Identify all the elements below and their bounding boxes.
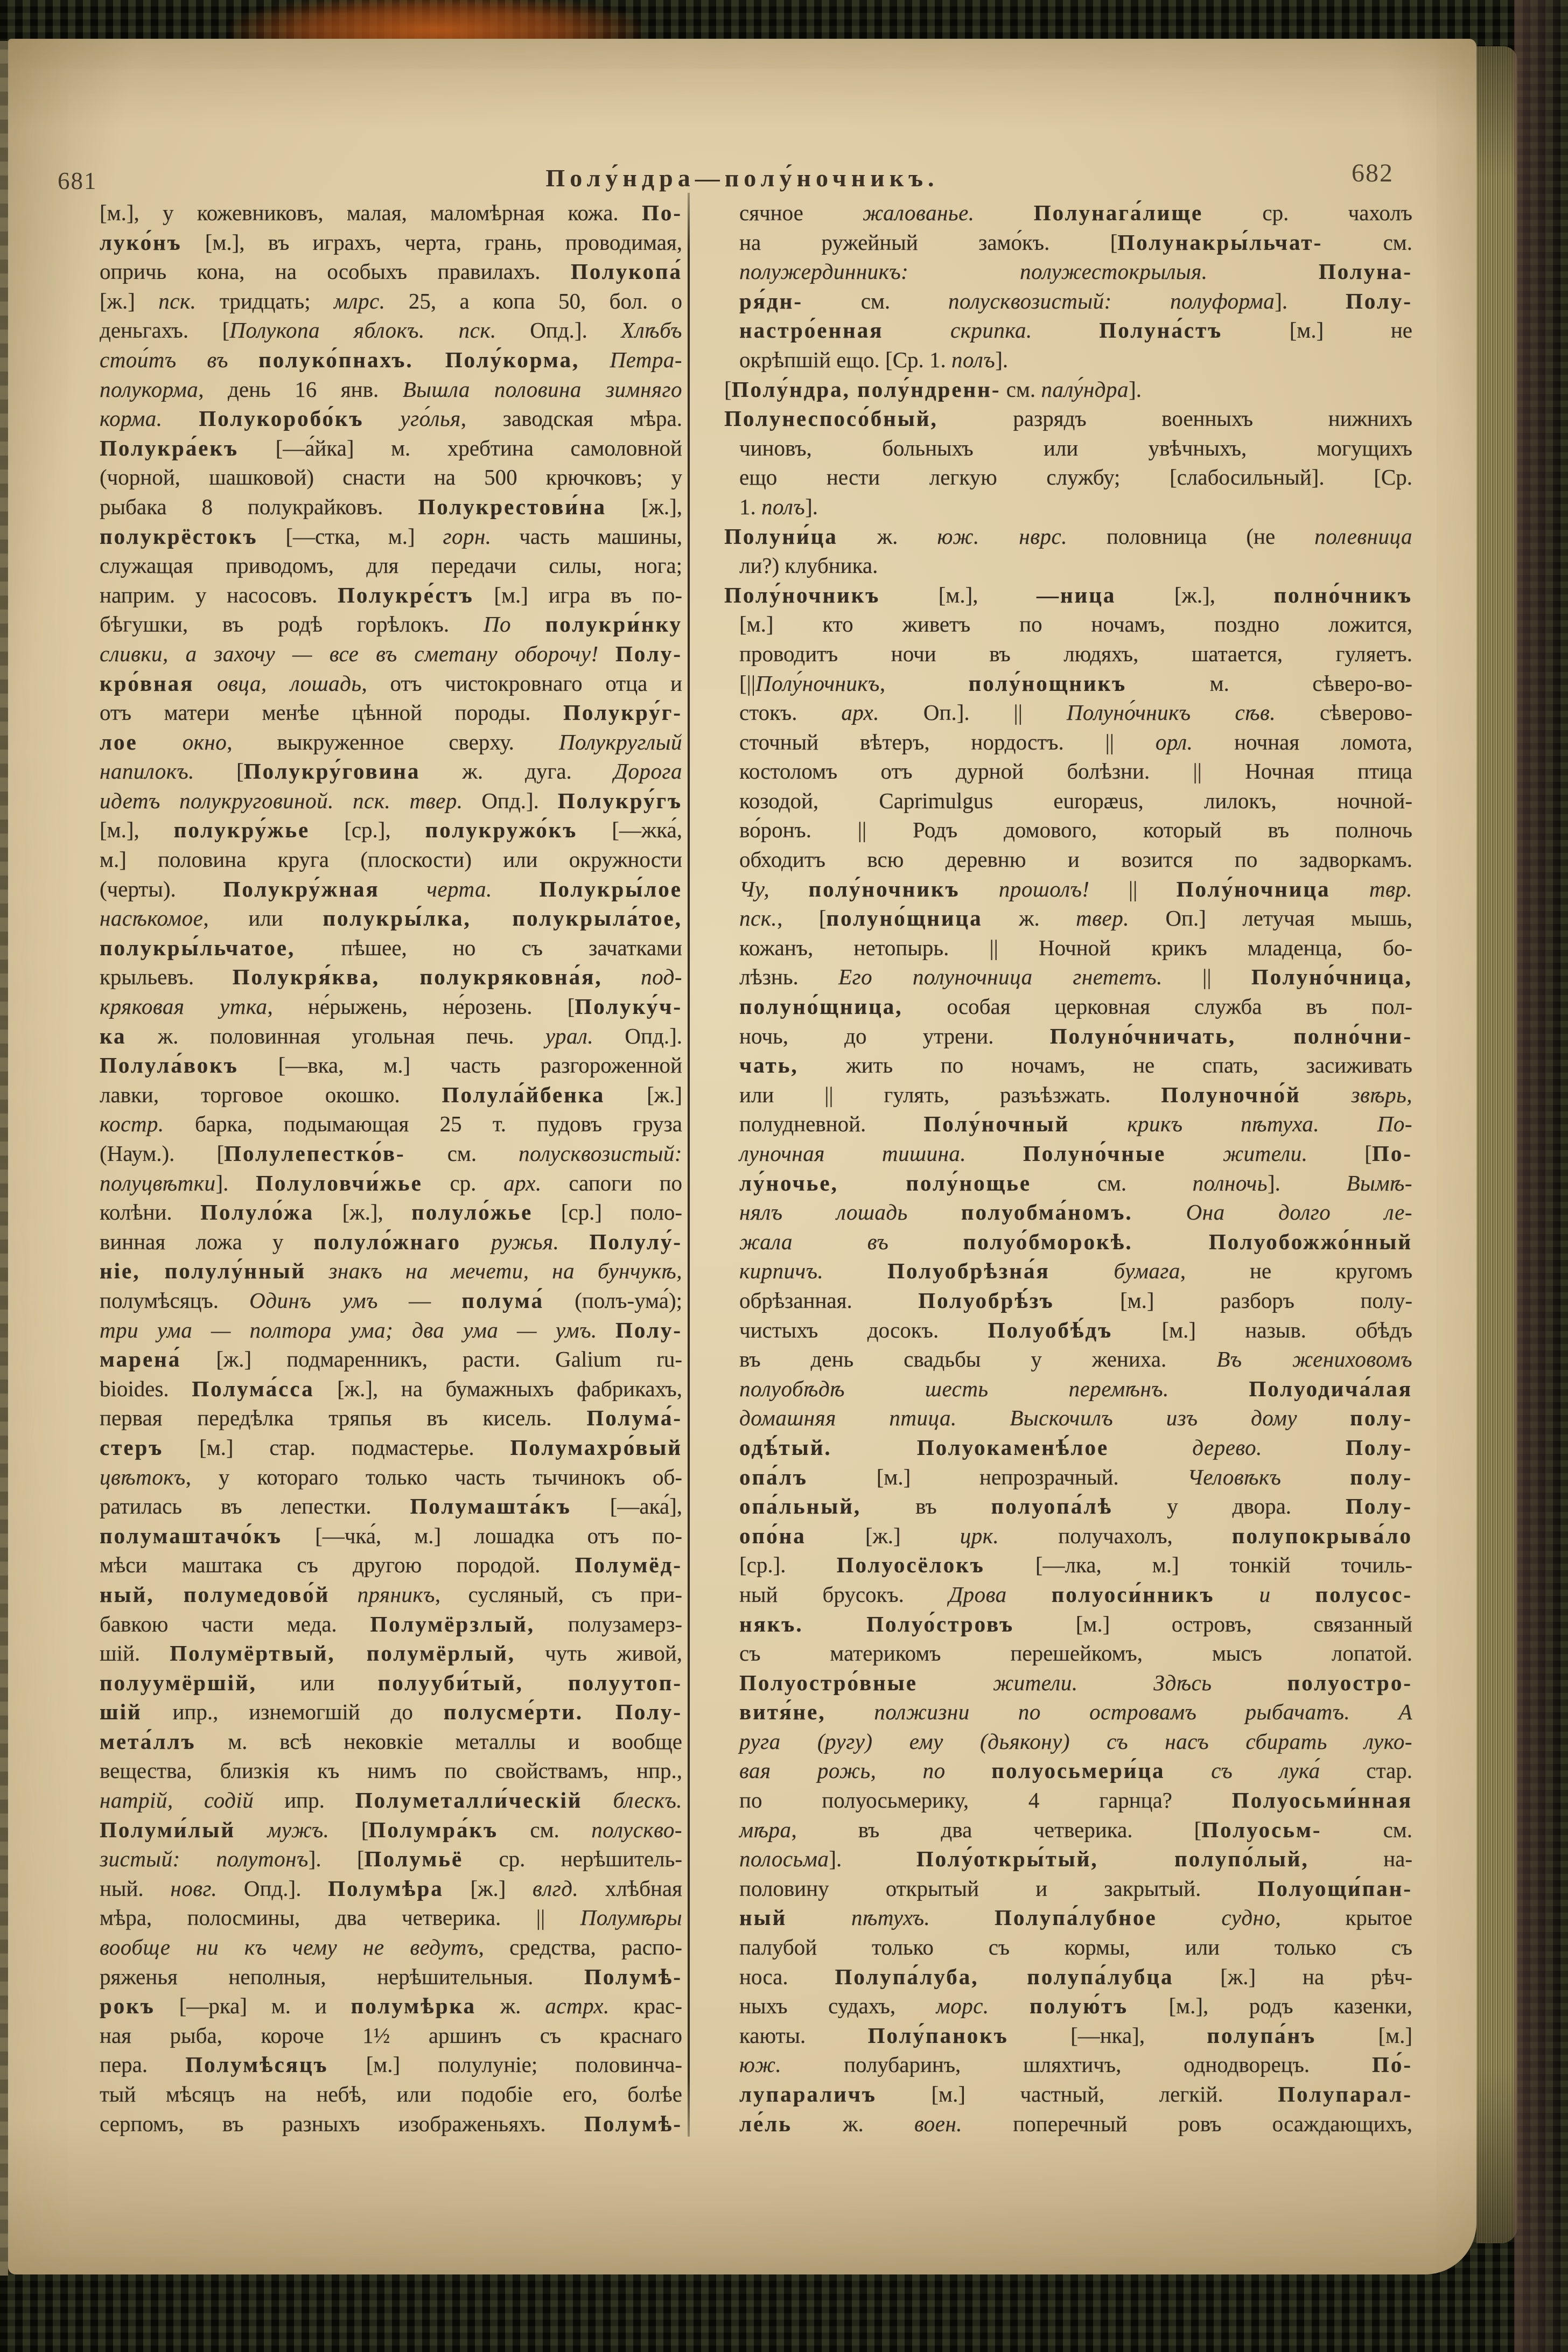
text-line: жала въ полуо́бморокѣ. Полуобожжо́нный [739,1229,1412,1254]
text-line: пск., [полуно́щница ж. твер. Оп.] летучая мышь, [739,906,1412,931]
text-line: на ружейный замо́къ. [Полунакры́льчат- см. [739,229,1412,255]
text-line: [м.], полукру́жье [ср.], полукружо́къ [—жка́, [100,817,682,843]
text-line: съ материкомъ перешейкомъ, мысъ лопатой. [739,1641,1412,1666]
page-number-left: 681 [58,167,97,194]
text-line: Чу, полу́ночникъ прошолъ! || Полу́ночница твр. [739,876,1412,901]
text-line: лупараличъ [м.] частный, легкій. Полупарал- [739,2082,1412,2106]
text-line: мѣра, въ два четверика. [Полуосьм- см. [739,1817,1412,1842]
text-line: ный. новг. Опд.]. Полумѣра [ж.] влгд. хлѣбная [100,1875,682,1901]
text-line: кирпичъ. Полуобрѣзна́я бумага, не кругомъ [739,1258,1412,1284]
text-line: мѣси маштака съ другою породой. Полумёд- [100,1552,682,1578]
entry-paragraph [724,404,1412,521]
text-line: отъ матери менѣе цѣнной породы. Полукру́г- [100,700,682,725]
text-line: окрѣпшій ещо. [Ср. 1. полъ]. [739,347,1009,372]
text-line: обходитъ всю деревню и возится по задворкамъ. [739,847,1412,872]
text-line: чистыхъ досокъ. Полуобѣ́дъ [м.] назыв. обѣдъ [739,1317,1412,1342]
text-line: [ср.]. Полуосёлокъ [—лка, м.] тонкій точиль- [739,1552,1412,1578]
text-line: каюты. Полу́панокъ [—нка], полупа́нъ [м.] [739,2022,1412,2048]
text-line: стокъ. арх. Оп.]. || Полуно́чникъ сѣв. сѣверово- [739,700,1412,725]
text-line: лѣзнь. Его полуночница гнететъ. || Полуно́чница, [739,964,1412,990]
text-line: винная ложа у полуло́жнаго ружья. Полулу́- [100,1229,682,1254]
text-line: наприм. у насосовъ. Полукре́стъ [м.] игра въ по- [100,582,682,607]
text-line: кро́вная овца, лошадь, отъ чистокровнаго отца и [100,670,682,696]
text-line: [||Полу́ночникъ, полу́нощникъ м. сѣверо-во- [739,670,1412,696]
text-line: ка ж. половинная угольная печь. урал. Опд.]. [100,1023,682,1048]
text-line: сточный вѣтеръ, нордостъ. || орл. ночная ломота, [739,729,1412,754]
text-line: кожанъ, нетопырь. || Ночной крикъ младенца, бо- [739,935,1412,960]
text-line: Полу́ночникъ [м.], —ница [ж.], полно́чникъ [724,582,1412,607]
text-line: лу́ночье, полу́нощье см. полночь]. Вымѣ- [739,1170,1412,1195]
text-line: первая передѣлка тряпья въ кисель. Полума́- [100,1405,682,1431]
text-line: лое окно, выкруженное сверху. Полукруглый [100,729,682,754]
text-line: ный брусокъ. Дрова полуоси́нникъ и полусос- [739,1581,1412,1607]
text-line: Полукра́екъ [—а́йка] м. хребтина самоловной [100,435,682,460]
text-line: полосьма]. Полу́откры́тый, полупо́лый, на- [739,1846,1412,1872]
text-line: три ума — полтора ума; два ума — умъ. Полу- [100,1317,682,1342]
text-line: опа́льный, въ полуопа́лѣ у двора. Полу- [739,1494,1412,1519]
text-line: ле́ль ж. воен. поперечный ровъ осаждающихъ, [739,2111,1412,2136]
text-line: шій ипр., изнемогшій до полусме́рти. Полу- [100,1699,682,1725]
text-line: или || гулять, разъѣзжать. Полуночно́й звѣрь, [739,1082,1412,1107]
text-line: полудневной. Полу́ночный крикъ пѣтуха. По- [739,1111,1412,1137]
text-line: полуобѣдѣ шесть перемѣнъ. Полуодича́лая [739,1376,1412,1401]
text-line: кряковая утка, не́рыжень, не́розень. [Полуку́ч- [100,994,682,1019]
text-line: ніе, полулу́нный знакъ на мечети, на бунчукѣ, [100,1258,682,1284]
text-line: обрѣзанная. Полуобрѣ́зъ [м.] разборъ полу- [739,1287,1412,1313]
text-line: полужердинникъ: полужестокрылыя. Полуна- [739,259,1412,284]
text-line: ещо нести легкую службу; [слабосильный]. [Ср. [739,465,1412,490]
text-line: [ж.] пск. тридцать; млрс. 25, а копа 50, бол. о [100,288,682,313]
dictionary-page [8,39,1476,2274]
text-line: сячное жалованье. Полунага́лище ср. чахолъ [739,200,1412,225]
text-line: ная рыба, короче 1½ аршинъ съ краснаго [100,2022,682,2048]
right-text-column [724,198,1412,2138]
text-line: сливки, а захочу — все въ сметану оборочу! Полу- [100,641,682,666]
text-line: ночь, до утрени. Полуно́чничать, полно́чни- [739,1023,1412,1048]
text-line: Полунеспосо́бный, разрядъ военныхъ нижнихъ [724,406,1412,431]
text-line: полукрёстокъ [—стка, м.] горн. часть машины, [100,523,682,549]
entry-paragraph [724,198,1412,375]
text-line: полуцвѣтки]. Полуловчи́жье ср. арх. сапоги по [100,1170,682,1195]
text-line: някъ. Полуо́стровъ [м.] островъ, связанный [739,1611,1412,1636]
text-line: деньгахъ. [Полукопа яблокъ. пск. Опд.]. Хлѣбъ [100,318,682,343]
left-page-edge [0,41,8,2276]
text-line: [м.] кто живетъ по ночамъ, поздно ложится, [739,612,1412,637]
text-line: во́ронъ. || Родъ домового, который въ полночь [739,817,1412,843]
text-line: ря́дн- см. полусквозистый: полуформа]. Полу- [739,288,1412,313]
text-line: вещества, близкія къ нимъ по свойствамъ, нпр., [100,1758,682,1783]
text-line: луко́нъ [м.], въ играхъ, черта, грань, проводимая, [100,229,682,255]
text-line: въ день свадьбы у жениха. Въ жениховомъ [739,1347,1412,1372]
text-line: полуно́щница, особая церковная служба въ пол- [739,994,1412,1019]
text-line: полукорма, день 16 янв. Вышла половина зимняго [100,376,682,402]
text-line: идетъ полукруговиной. пск. твер. Опд.]. Полукру́гъ [100,788,682,813]
book-block-shadow [1514,0,1568,2352]
entry-paragraph [724,580,1412,2138]
text-line: полумаштачо́къ [—чка́, м.] лошадка отъ по- [100,1523,682,1548]
text-line: полумѣсяцъ. Одинъ умъ — полума́ (полъ-ума́); [100,1287,682,1313]
text-line: опа́лъ [м.] непрозрачный. Человѣкъ полу- [739,1464,1412,1489]
text-line: полукры́льчатое, пѣшее, но съ зачатками [100,935,682,960]
text-line: палубой только съ кормы, или только съ [739,1935,1412,1960]
text-line: домашняя птица. Выскочилъ изъ дому полу- [739,1405,1412,1431]
text-line: рыбака 8 полукрайковъ. Полукрестови́на [ж.], [100,494,682,519]
text-line: одѣ́тый. Полуокаменѣ́лое дерево. Полу- [739,1434,1412,1460]
column-divider-rule [688,193,690,2137]
text-line: серпомъ, въ разныхъ изображеньяхъ. Полумѣ- [100,2111,682,2136]
text-line: настро́енная скрипка. Полуна́стъ [м.] не [739,318,1412,343]
text-line: бавкою части меда. Полумёрзлый, полузамерз- [100,1611,682,1636]
entry-paragraph [724,375,1412,404]
text-line: (Наум.). [Полулепестко́в- см. полусквозистый: [100,1141,682,1166]
text-line: опо́на [ж.] црк. получахолъ, полупокрыва́ло [739,1523,1412,1548]
text-line: насѣкомое, или полукры́лка, полукрыла́тое, [100,906,682,931]
text-line: ряженья неполныя, нерѣшительныя. Полумѣ- [100,1964,682,1989]
text-line: вая рожь, по полуосьмери́ца съ лука́ стар. [739,1758,1412,1783]
text-line: Полуни́ца ж. юж. нврс. половница (не полевница [724,523,1412,549]
text-line: козодой, Caprimulgus europæus, лилокъ, ночной- [739,788,1412,813]
text-line: Полула́вокъ [—вка, м.] часть разгороженной [100,1053,682,1078]
text-line: ный пѣтухъ. Полупа́лубное судно, крытое [739,1905,1412,1930]
text-line: ный, полумедово́й пряникъ, сусляный, съ при- [100,1581,682,1607]
text-line: цвѣтокъ, у котораго только часть тычинокъ об- [100,1464,682,1489]
text-line: тый мѣсяцъ на небѣ, или подобіе его, болѣе [100,2082,682,2106]
text-line: Полуми́лый мужъ. [Полумра́къ см. полускво- [100,1817,682,1842]
text-line: м.] половина круга (плоскости) или окружности [100,847,682,872]
text-line: корма. Полукоробо́къ уго́лья, заводская мѣра. [100,406,682,431]
text-line: ли?) клубника. [739,553,878,578]
text-line: шій. Полумёртвый, полумёрлый, чуть живой, [100,1641,682,1666]
text-line: костр. барка, подымающая 25 т. пудовъ груза [100,1111,682,1137]
text-line: костоломъ отъ дурной болѣзни. || Ночная птица [739,759,1412,784]
text-line: натрій, содій ипр. Полуметалли́ческій блескъ. [100,1788,682,1813]
text-line: ныхъ судахъ, морс. полую́тъ [м.], родъ казенки, [739,1993,1412,2019]
left-text-column [100,198,682,2138]
text-line: напилокъ. [Полукру́говина ж. дуга. Дорога [100,759,682,784]
text-line: служащая приводомъ, для передачи силы, нога; [100,553,682,578]
text-line: полуумёршій, или полууби́тый, полуутоп- [100,1670,682,1695]
text-line: крыльевъ. Полукря́ква, полукряковна́я, под- [100,964,682,990]
text-line: стеръ [м.] стар. подмастерье. Полумахро́вый [100,1434,682,1460]
text-line: нялъ лошадь полуобма́номъ. Она долго ле- [739,1200,1412,1225]
text-line: чиновъ, больныхъ или увѣчныхъ, могущихъ [739,435,1412,460]
text-line: рокъ [—рка] м. и полумѣрка ж. астрх. крас- [100,1993,682,2019]
text-line: пера. Полумѣсяцъ [м.] полулуніе; половинча- [100,2052,682,2077]
text-line: зистый: полутонъ]. [Полумьё ср. нерѣшитель- [100,1846,682,1872]
text-line: носа. Полупа́луба, полупа́лубца [ж.] на рѣч- [739,1964,1412,1989]
page-number-right: 682 [1352,159,1394,187]
running-header: Полу́ндра—полу́ночникъ. [545,164,939,192]
text-line: мета́ллъ м. всѣ нековкіе металлы и вообще [100,1728,682,1754]
text-line: половину открытый и закрытый. Полуощи́пан- [739,1875,1412,1901]
text-line: (чорной, шашковой) снасти на 500 крючковъ; у [100,465,682,490]
text-line: ратилась въ лепестки. Полумашта́къ [—ака́], [100,1494,682,1519]
text-line: руга (ругу) ему (дьякону) съ насъ сбирать луко- [739,1728,1412,1754]
text-line: стои́тъ въ полуко́пнахъ. Полу́корма, Петра- [100,347,682,372]
text-line: лавки, торговое окошко. Полула́йбенка [ж.] [100,1082,682,1107]
text-line: [м.], у кожевниковъ, малая, маломѣрная кожа. По- [100,200,682,225]
text-line: Полуостро́вные жители. Здѣсь полуостро- [739,1670,1412,1695]
text-line: чать, жить по ночамъ, не спать, засиживать [739,1053,1412,1078]
text-line: марена́ [ж.] подмаренникъ, расти. Galium ru- [100,1347,682,1372]
text-line: по полуосьмерику, 4 гарнца? Полуосьми́нная [739,1788,1412,1813]
text-line: опричь кона, на особыхъ правилахъ. Полукопа́ [100,259,682,284]
text-line: юж. полубаринъ, шляхтичъ, однодворецъ. По́- [739,2052,1412,2077]
text-line: бѣгушки, въ родѣ горѣлокъ. По полукри́нку [100,612,682,637]
text-line: [Полу́ндра, полу́ндренн- см. палу́ндра]. [724,376,1142,402]
text-line: проводитъ ночи въ людяхъ, шатается, гуляетъ. [739,641,1412,666]
text-line: витя́не, полжизни по островамъ рыбачатъ. А [739,1699,1412,1725]
text-line: луночная тишина. Полуно́чные жители. [По- [739,1141,1412,1166]
entry-paragraph [724,522,1412,580]
text-line: 1. полъ]. [739,494,818,519]
text-line: вообще ни къ чему не ведутъ, средства, распо- [100,1935,682,1960]
text-line: bioides. Полума́сса [ж.], на бумажныхъ фабрикахъ, [100,1376,682,1401]
text-line: колѣни. Полуло́жа [ж.], полуло́жье [ср.] поло- [100,1200,682,1225]
text-line: мѣра, полосмины, два четверика. || Полумѣры [100,1905,682,1930]
text-line: (черты). Полукру́жная черта. Полукры́лое [100,876,682,901]
book-fore-edge-pages [1476,46,1517,2243]
